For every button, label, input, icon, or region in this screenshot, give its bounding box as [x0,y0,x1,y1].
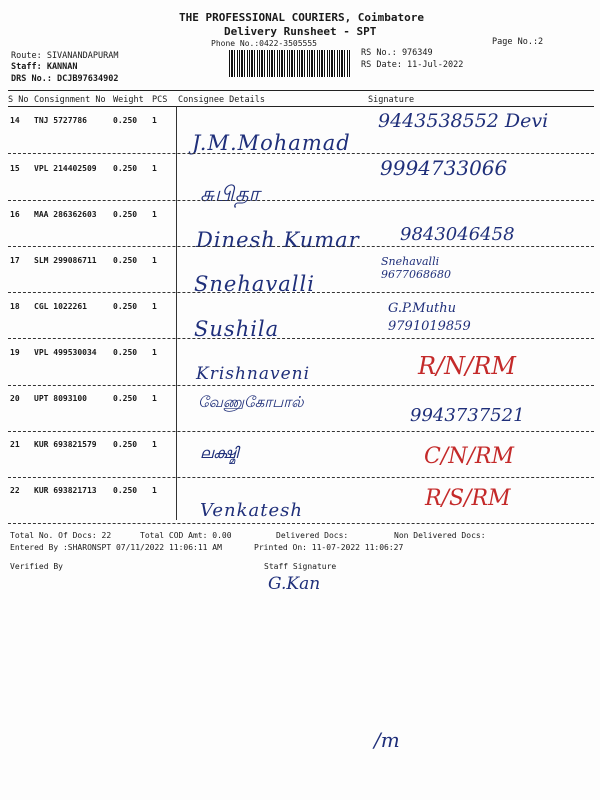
row-consignee-handwriting: ലക്ഷ്മി [200,444,238,462]
row-consignee-handwriting: சுபிதா [200,182,261,206]
row-divider [8,200,594,201]
row-sno: 18 [10,302,20,311]
row-sno: 20 [10,394,20,403]
row-consignment: MAA 286362603 [34,210,97,219]
row-sno: 17 [10,256,20,265]
row-sno: 19 [10,348,20,357]
row-pcs: 1 [152,164,157,173]
row-weight: 0.250 [113,164,138,173]
col-signature: Signature [368,95,415,105]
row-consignee-handwriting: Snehavalli [194,272,315,296]
consignee-divider [176,106,177,520]
total-docs: Total No. Of Docs: 22 [10,531,112,540]
row-consignee-handwriting: Dinesh Kumar [196,228,360,252]
row-signature: Snehavalli 9677068680 [381,255,451,281]
row-weight: 0.250 [113,302,138,311]
row-divider [8,153,594,154]
row-signature: 9943737521 [410,405,525,426]
row-sno: 15 [10,164,20,173]
row-consignee-handwriting: வேணுகோபால் [198,393,304,411]
row-pcs: 1 [152,302,157,311]
col-consignment: Consignment No [34,95,106,105]
rs-date: RS Date: 11-Jul-2022 [361,60,464,70]
col-sno: S No [8,95,29,105]
printed-on: Printed On: 11-07-2022 11:06:27 [254,543,404,552]
row-sno: 14 [10,116,20,125]
row-weight: 0.250 [113,394,138,403]
bottom-ink-mark: /m [374,728,400,752]
row-pcs: 1 [152,116,157,125]
page-number: Page No.:2 [492,37,544,47]
staff-signature-mark: G.Kan [268,574,321,594]
company-title: THE PROFESSIONAL COURIERS, Coimbatore [179,11,425,24]
row-weight: 0.250 [113,486,138,495]
row-sno: 21 [10,440,20,449]
row-sno: 22 [10,486,20,495]
entered-by: Entered By :SHARONSPT 07/11/2022 11:06:11 AM [10,543,222,552]
row-weight: 0.250 [113,210,138,219]
row-consignee-handwriting: J.M.Mohamad [192,131,351,155]
verified-by: Verified By [10,562,63,571]
row-signature: R/N/RM [418,352,516,380]
drs-number: DRS No.: DCJB97634902 [11,74,119,84]
row-pcs: 1 [152,394,157,403]
non-delivered-docs: Non Delivered Docs: [394,531,486,540]
row-signature: 9443538552 Devi [378,110,549,132]
route-label: Route: SIVANANDAPURAM [11,51,119,61]
col-pcs: PCS [152,95,168,105]
staff-signature-label: Staff Signature [264,562,337,571]
row-divider [8,338,594,339]
staff-label: Staff: KANNAN [11,62,78,72]
barcode [229,50,351,77]
row-signature: R/S/RM [425,486,511,511]
row-consignee-handwriting: Krishnaveni [196,364,311,384]
row-consignment: VPL 499530034 [34,348,97,357]
row-pcs: 1 [152,256,157,265]
total-cod: Total COD Amt: 0.00 [140,531,232,540]
col-consignee: Consignee Details [178,95,265,105]
row-consignment: VPL 214402509 [34,164,97,173]
row-signature: 9843046458 [400,224,515,245]
row-consignment: CGL 1022261 [34,302,87,311]
row-pcs: 1 [152,486,157,495]
row-consignment: SLM 299086711 [34,256,97,265]
row-signature: G.P.Muthu 9791019859 [388,301,471,334]
row-sno: 16 [10,210,20,219]
table-header-rule [8,106,594,107]
row-signature: 9994733066 [380,156,508,180]
row-weight: 0.250 [113,440,138,449]
row-consignee-handwriting: Venkatesh [200,500,303,521]
row-consignee-handwriting: Sushila [194,317,280,341]
row-consignment: KUR 693821713 [34,486,97,495]
row-weight: 0.250 [113,256,138,265]
table-top-rule [8,90,594,91]
row-signature: C/N/RM [424,444,514,469]
row-pcs: 1 [152,210,157,219]
row-divider [8,523,594,524]
delivered-docs: Delivered Docs: [276,531,349,540]
col-weight: Weight [113,95,144,105]
row-consignment: KUR 693821579 [34,440,97,449]
row-divider [8,246,594,247]
row-consignment: UPT 8093100 [34,394,87,403]
sheet-title: Delivery Runsheet - SPT [224,25,377,38]
row-weight: 0.250 [113,348,138,357]
row-consignment: TNJ 5727786 [34,116,87,125]
row-pcs: 1 [152,440,157,449]
row-divider [8,431,594,432]
row-divider [8,292,594,293]
row-divider [8,477,594,478]
phone-number: Phone No.:0422-3505555 [211,39,317,48]
rs-number: RS No.: 976349 [361,48,433,58]
row-weight: 0.250 [113,116,138,125]
row-divider [8,385,594,386]
row-pcs: 1 [152,348,157,357]
